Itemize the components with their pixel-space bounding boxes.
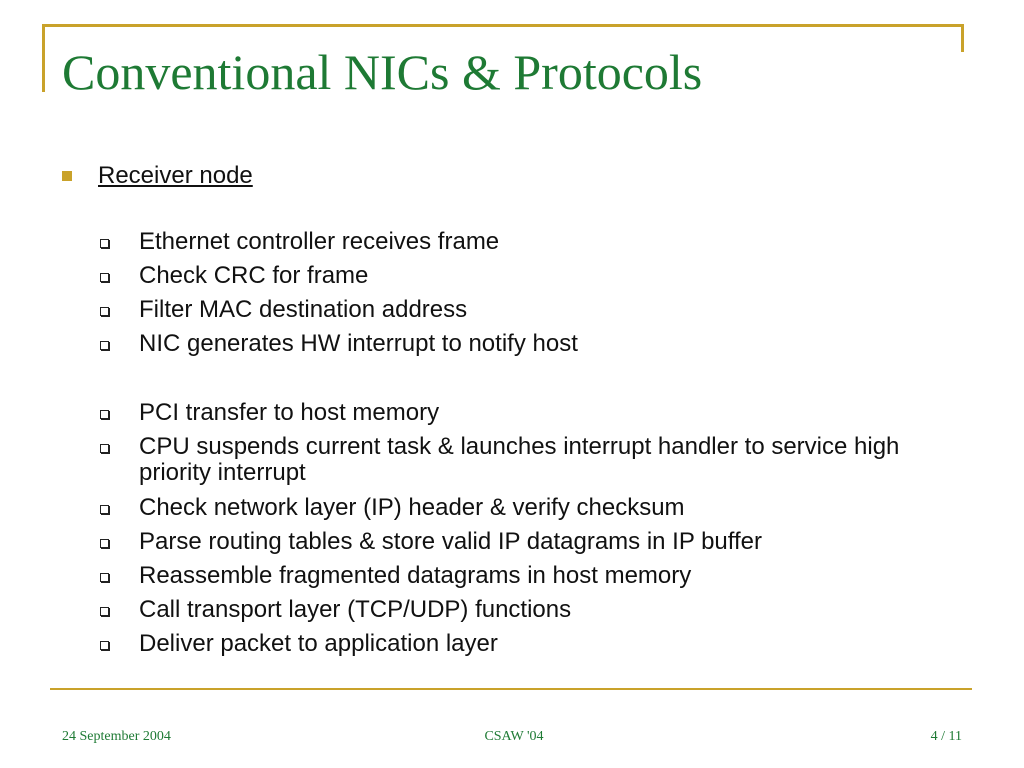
list-item-text: Call transport layer (TCP/UDP) functions — [139, 596, 572, 623]
list-item — [100, 331, 900, 357]
hollow-square-bullet-icon — [100, 273, 109, 282]
list-item — [100, 400, 900, 426]
list-item — [100, 631, 900, 657]
hollow-square-bullet-icon — [100, 239, 109, 248]
list-item-text: Check CRC for frame — [139, 262, 369, 289]
hollow-square-bullet-icon — [100, 607, 109, 616]
footer-page-number: 4 / 11 — [930, 729, 962, 744]
list-item — [100, 529, 900, 555]
hollow-square-bullet-icon — [100, 444, 109, 453]
list-item-text: CPU suspends current task & launches interrupt handler to service high priority interrupt — [139, 433, 900, 486]
list-item-text: Filter MAC destination address — [139, 296, 468, 323]
hollow-square-bullet-icon — [100, 307, 109, 316]
list-item-text: Deliver packet to application layer — [139, 630, 498, 657]
list-item-text: Parse routing tables & store valid IP datagrams in IP buffer — [139, 528, 763, 555]
list-item-text: NIC generates HW interrupt to notify host — [139, 330, 578, 357]
list-item-text: PCI transfer to host memory — [139, 399, 440, 426]
hollow-square-bullet-icon — [100, 341, 109, 350]
list-item — [100, 263, 900, 289]
footer-event: CSAW '04 — [484, 729, 544, 744]
list-item-text: Check network layer (IP) header & verify checksum — [139, 494, 685, 521]
list-item — [100, 297, 900, 323]
slide-title: Conventional NICs & Protocols — [62, 44, 703, 100]
hollow-square-bullet-icon — [100, 573, 109, 582]
section-heading: Receiver node — [98, 162, 253, 189]
list-item — [100, 434, 900, 486]
hollow-square-bullet-icon — [100, 505, 109, 514]
hollow-square-bullet-icon — [100, 410, 109, 419]
list-item — [100, 597, 900, 623]
list-item — [100, 229, 900, 255]
hollow-square-bullet-icon — [100, 641, 109, 650]
footer-divider — [50, 688, 972, 690]
footer-date: 24 September 2004 — [62, 729, 171, 744]
list-item — [100, 495, 900, 521]
hollow-square-bullet-icon — [100, 539, 109, 548]
list-item — [100, 563, 900, 589]
list-item-text: Reassemble fragmented datagrams in host memory — [139, 562, 692, 589]
list-item-text: Ethernet controller receives frame — [139, 228, 500, 255]
